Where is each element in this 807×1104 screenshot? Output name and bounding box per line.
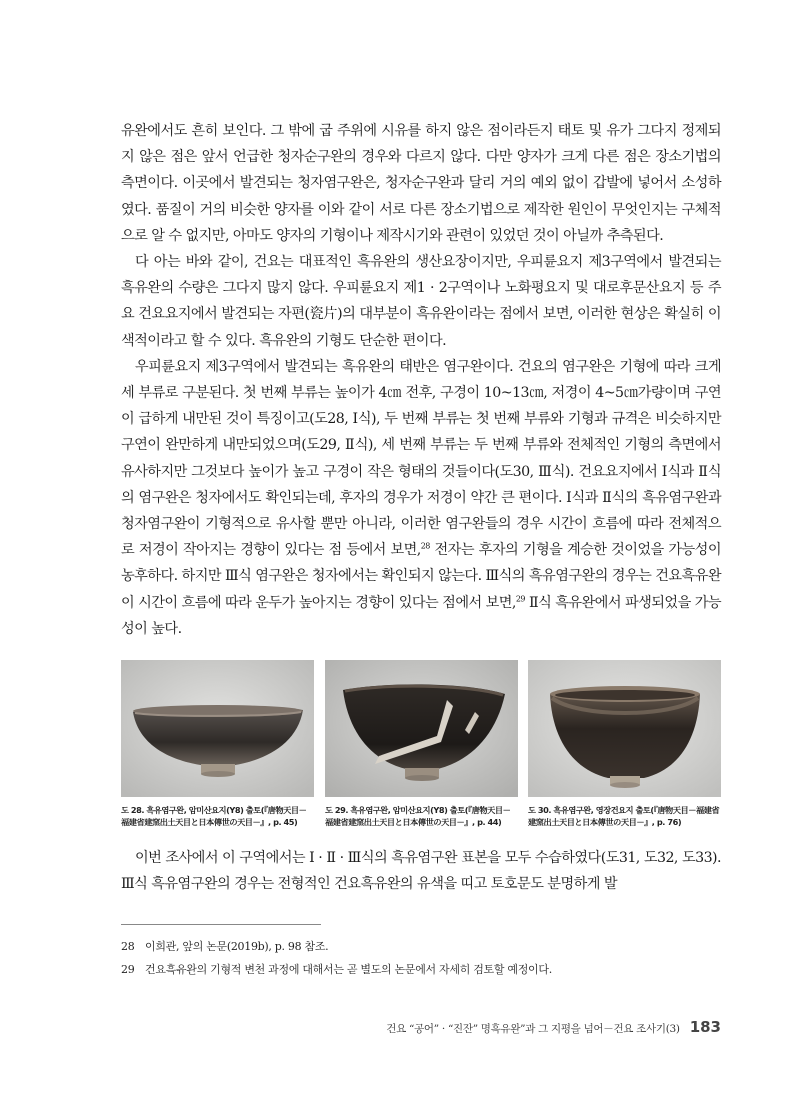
page-number: 183 — [689, 1018, 721, 1036]
black-glazed-bowl-image — [121, 660, 314, 797]
footnote-number: 29 — [121, 963, 135, 976]
footnotes — [121, 935, 721, 981]
paragraph-1: 유완에서도 흔히 보인다. 그 밖에 굽 주위에 시유를 하지 않은 점이라든지 태토 및 유가 그다지 정제되지 않은 점은 앞서 언급한 청자순구완의 경우와 다르지 않다. 다만 양자가 크게 다른 점은 장소기법의 측면이다. 이곳에서 발견되는 청자염구완은, 청자순구완과 달리 거의 예외 없이 갑발에 넣어서 소성하였다. 품질이 거의 비슷한 양자를 이와 같이 서로 다른 장소기법으로 제작한 원인이 무엇인지는 구체적으로 알 수 없지만, 아마도 양자의 기형이나 제작시기와 관련이 있었던 것이 아닐까 추측된다. — [121, 123, 721, 244]
figure-29 — [325, 660, 518, 828]
paragraph-2: 다 아는 바와 같이, 건요는 대표적인 흑유완의 생산요장이지만, 우피륜요지 제3구역에서 발견되는 흑유완의 수량은 그다지 많지 않다. 우피륜요지 제1 · 2구역이나 노화평요지 및 대로후문산요지 등 주요 건요요지에서 발견되는 자편(瓷片)의 대부분이 흑유완이라는 점에서 보면, 이러한 현상은 확실히 이색적이라고 할 수 있다. 흑유완의 기형도 단순한 편이다. — [121, 254, 721, 349]
footnote-text: 이희관, 앞의 논문(2019b), p. 98 참조. — [145, 940, 329, 953]
paragraph-3-part-1: 우피륜요지 제3구역에서 발견되는 흑유완의 태반은 염구완이다. 건요의 염구완은 기형에 따라 크게 세 부류로 구분된다. 첫 번째 부류는 높이가 4㎝ 전후, 구경이 10~13㎝, 저경이 4~5㎝가량이며 구연이 급하게 내만된 것이 특징이고(도28, Ⅰ식), 두 번째 부류는 첫 번째 부류와 기형과 규격은 비슷하지만 구연이 완만하게 내만되었으며(도29, Ⅱ식), 세 번째 부류는 두 번째 부류와 전체적인 기형의 측면에서 유사하지만 그것보다 높이가 높고 구경이 작은 형태의 것들이다(도30, Ⅲ식). 건요요지에서 Ⅰ식과 Ⅱ식의 염구완은 청자에서도 확인되는데, 후자의 경우가 저경이 약간 큰 편이다. Ⅰ식과 Ⅱ식의 흑유염구완과 청자염구완이 기형적으로 유사할 뿐만 아니라, 이러한 염구완들의 경우 시간이 흐름에 따라 전체적으로 저경이 작아지는 경향이 있다는 점 등에서 보면, — [121, 358, 721, 559]
figure-29-caption: 도 29. 흑유염구완, 암미산요지(Y8) 출토(『唐物天目－福建省建窯出土天目と日本傳世の天目－』, p. 44) — [325, 805, 511, 827]
paragraph-after-figures: 이번 조사에서 이 구역에서는 Ⅰ · Ⅱ · Ⅲ식의 흑유염구완 표본을 모두 수습하였다(도31, 도32, 도33). Ⅲ식 흑유염구완의 경우는 전형적인 건요흑유완의 유색을 띠고 토호문도 분명하게 발 — [121, 850, 721, 893]
black-glazed-bowl-image — [528, 660, 721, 797]
body-text-continued — [121, 845, 721, 897]
figure-28 — [121, 660, 314, 828]
footnote-29 — [121, 958, 721, 981]
paragraph-3-part-3: Ⅱ식 흑유완에서 파생되었을 가능성이 높다. — [121, 594, 721, 637]
black-glazed-bowl-image — [325, 660, 518, 797]
figure-30 — [528, 660, 721, 828]
paragraph-3-part-2: 전자는 후자의 기형을 계승한 것이었을 가능성이 농후하다. 하지만 Ⅲ식 염구완은 청자에서는 확인되지 않는다. Ⅲ식의 흑유염구완의 경우는 건요흑유완이 시간이 흐름에 따라 운두가 높아지는 경향이 있다는 점에서 보면, — [121, 542, 721, 611]
footnote-ref-28[interactable]: 28 — [420, 541, 430, 551]
figure-30-caption: 도 30. 흑유염구완, 영장건요지 출토(『唐物天目－福建省建窯出土天目と日本傳世の天目－』, p. 76) — [528, 805, 720, 827]
figure-28-caption: 도 28. 흑유염구완, 암미산요지(Y8) 출토(『唐物天目－福建省建窯出土天目と日本傳世の天目－』, p. 45) — [121, 805, 307, 827]
paragraph-3 — [121, 354, 721, 642]
running-title: 건요 “공어” · “진잔” 명흑유완”과 그 지평을 넘어－건요 조사기(3) — [386, 1023, 680, 1035]
body-text — [121, 118, 721, 642]
figure-row — [121, 660, 721, 840]
footnote-ref-29[interactable]: 29 — [515, 593, 525, 603]
footnote-divider — [121, 924, 321, 925]
page-footer — [386, 1018, 721, 1036]
footnote-text: 건요흑유완의 기형적 변천 과정에 대해서는 곧 별도의 논문에서 자세히 검토할 예정이다. — [145, 963, 552, 976]
footnote-number: 28 — [121, 940, 135, 953]
footnote-28 — [121, 935, 721, 958]
